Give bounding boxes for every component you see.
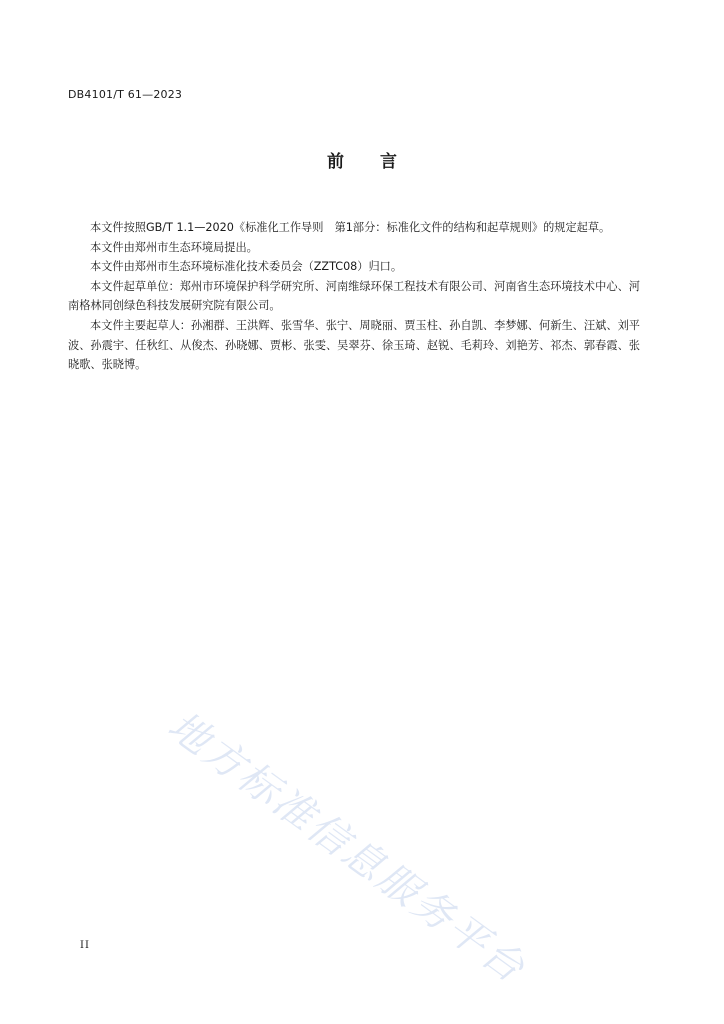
paragraph-drafters: 本文件主要起草人：孙湘群、王洪辉、张雪华、张宁、周晓丽、贾玉柱、孙自凯、李梦娜、何新生、汪斌、刘平波、孙震宇、任秋红、从俊杰、孙晓娜、贾彬、张雯、吴翠芬、徐玉琦、赵锐、毛莉玲、刘艳芳、祁杰、郭春霞、张晓歌、张晓博。 [68, 318, 640, 372]
foreword-body [68, 218, 640, 375]
paragraph-drafting-units: 本文件起草单位：郑州市环境保护科学研究所、河南维绿环保工程技术有限公司、河南省生态环境技术中心、河南格林同创绿色科技发展研究院有限公司。 [68, 279, 640, 313]
paragraph-drafting-basis: 本文件按照GB/T 1.1—2020《标准化工作导则 第1部分：标准化文件的结构和起草规则》的规定起草。 [90, 221, 611, 234]
page-number: II [80, 940, 90, 951]
paragraph-administrator: 本文件由郑州市生态环境标准化技术委员会（ZZTC08）归口。 [90, 260, 403, 274]
paragraph-proposer: 本文件由郑州市生态环境局提出。 [90, 240, 258, 254]
page-title [0, 147, 724, 172]
title-char-1: 前 [327, 152, 344, 172]
title-char-2: 言 [380, 152, 397, 172]
watermark: 地方标准信息服务平台 [159, 702, 535, 993]
document-code: DB4101/T 61—2023 [68, 88, 183, 101]
